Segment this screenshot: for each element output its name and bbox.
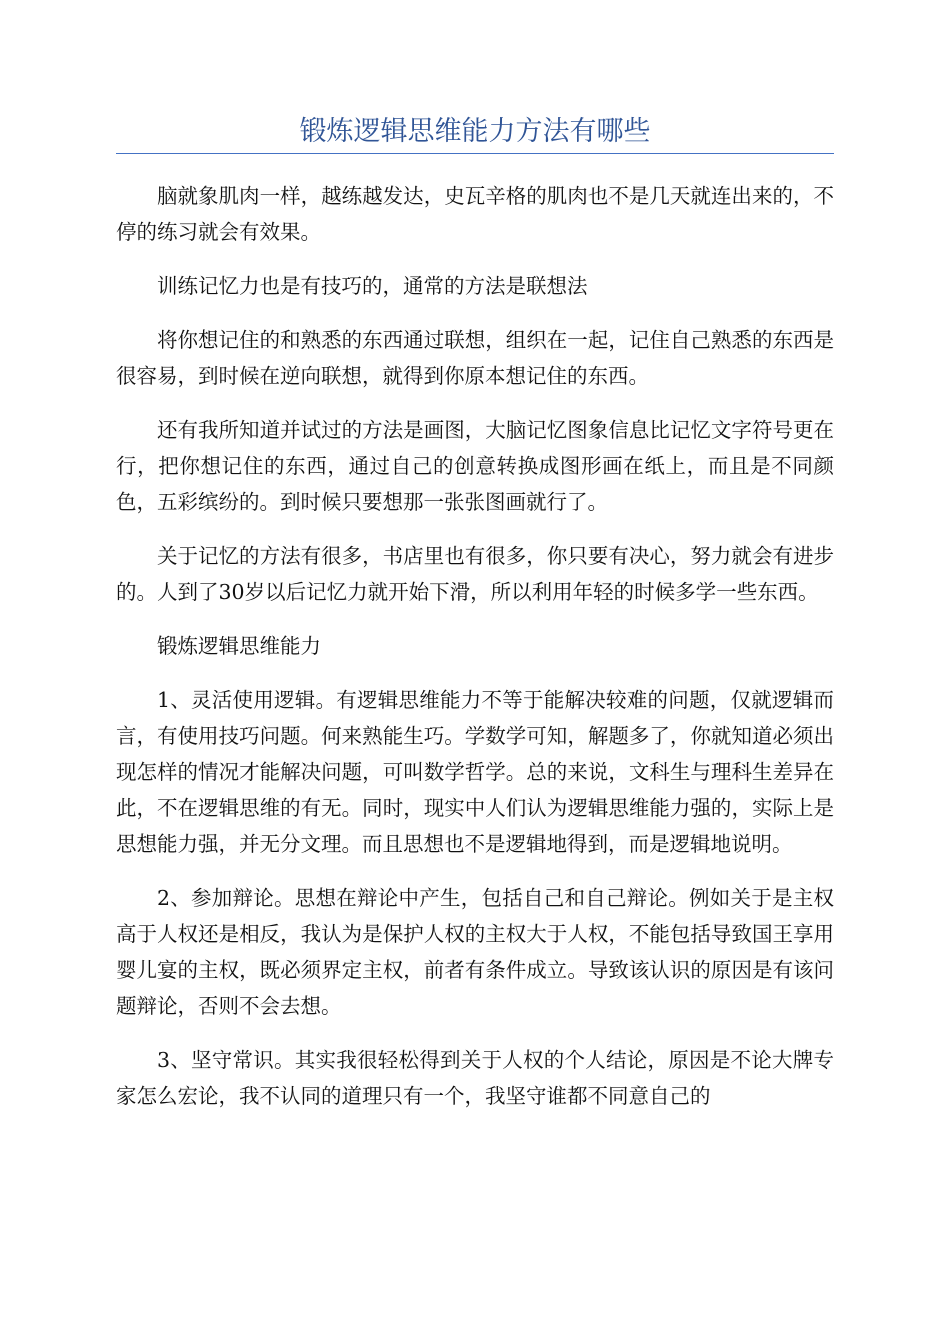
paragraph-5: 关于记忆的方法有很多，书店里也有很多，你只要有决心，努力就会有进步的。人到了30岁以后记忆力就开始下滑，所以利用年轻的时候多学一些东西。 bbox=[116, 544, 834, 604]
paragraph-2: 训练记忆力也是有技巧的，通常的方法是联想法 bbox=[157, 274, 588, 298]
paragraph-point-1: 1、灵活使用逻辑。有逻辑思维能力不等于能解决较难的问题，仅就逻辑而言，有使用技巧问题。何来熟能生巧。学数学可知，解题多了，你就知道必须出现怎样的情况才能解决问题，可叫数学哲学。总的来说，文科生与理科生差异在此，不在逻辑思维的有无。同时，现实中人们认为逻辑思维能力强的，实际上是思想能力强，并无分文理。而且思想也不是逻辑地得到，而是逻辑地说明。 bbox=[116, 688, 834, 856]
paragraph-4: 还有我所知道并试过的方法是画图，大脑记忆图象信息比记忆文字符号更在行，把你想记住的东西，通过自己的创意转换成图形画在纸上，而且是不同颜色，五彩缤纷的。到时候只要想那一张张图画就行了。 bbox=[116, 418, 834, 514]
paragraph-3: 将你想记住的和熟悉的东西通过联想，组织在一起，记住自己熟悉的东西是很容易，到时候在逆向联想，就得到你原本想记住的东西。 bbox=[116, 328, 834, 388]
document-title: 锻炼逻辑思维能力方法有哪些 bbox=[299, 116, 651, 147]
paragraph-point-3: 3、坚守常识。其实我很轻松得到关于人权的个人结论，原因是不论大牌专家怎么宏论，我不认同的道理只有一个，我坚守谁都不同意自己的 bbox=[116, 1048, 834, 1108]
document-body bbox=[116, 178, 834, 1132]
paragraph-point-2: 2、参加辩论。思想在辩论中产生，包括自己和自己辩论。例如关于是主权高于人权还是相反，我认为是保护人权的主权大于人权，不能包括导致国王享用婴儿宴的主权，既必须界定主权，前者有条件成立。导致该认识的原因是有该问题辩论，否则不会去想。 bbox=[116, 886, 834, 1018]
paragraph-1: 脑就象肌肉一样，越练越发达，史瓦辛格的肌肉也不是几天就连出来的，不停的练习就会有效果。 bbox=[116, 184, 834, 244]
section-heading: 锻炼逻辑思维能力 bbox=[157, 634, 321, 658]
title-underline bbox=[116, 153, 834, 154]
